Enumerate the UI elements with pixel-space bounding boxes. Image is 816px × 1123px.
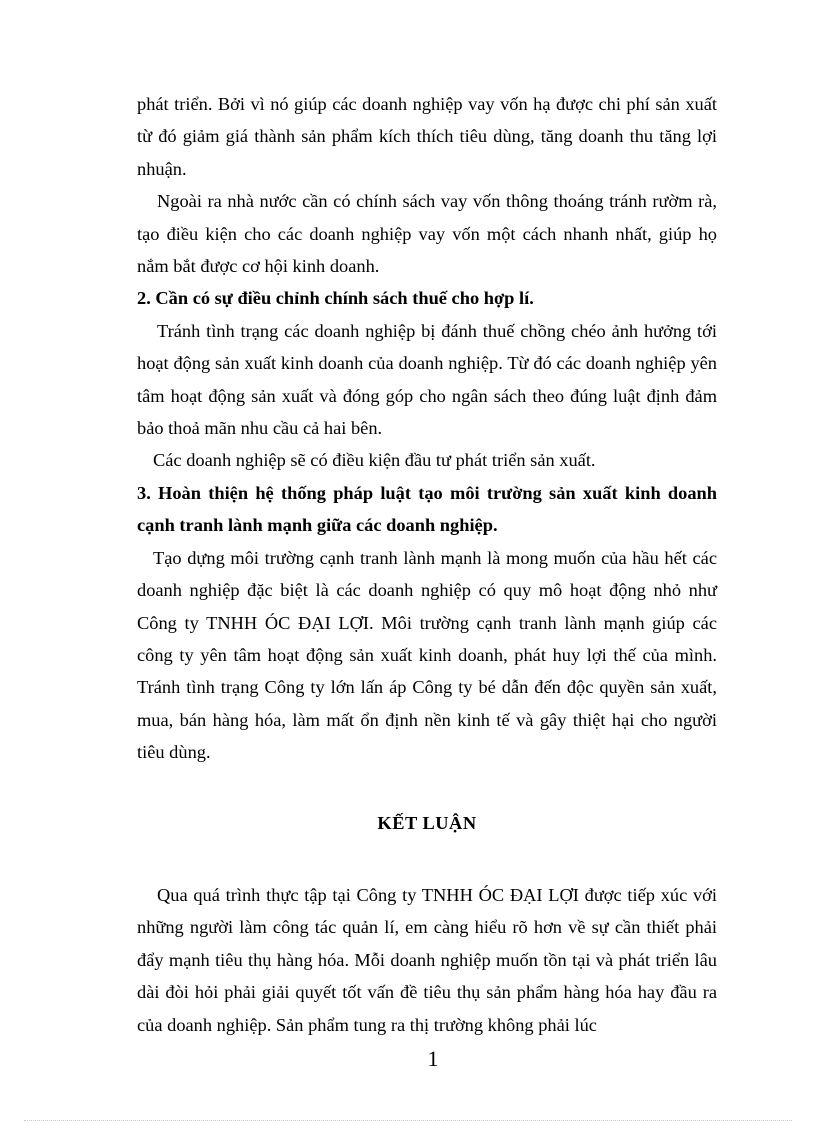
- paragraph-competition: Tạo dựng môi trường cạnh tranh lành mạnh là mong muốn của hầu hết các doanh nghiệp đặc biệt là các doanh nghiệp có quy mô hoạt động nhỏ như Công ty TNHH ÓC ĐẠI LỢI. Môi trường cạnh tranh lành mạnh giúp các công ty yên tâm hoạt động sản xuất kinh doanh, phát huy lợi thế của mình. Tránh tình trạng Công ty lớn lấn áp Công ty bé dẫn đến độc quyền sản xuất, mua, bán hàng hóa, làm mất ổn định nền kinh tế và gây thiệt hại cho người tiêu dùng.: [137, 547, 717, 763]
- page-bottom-divider: [24, 1120, 792, 1121]
- heading-section-2: 2. Cần có sự điều chỉnh chính sách thuế cho hợp lí.: [137, 288, 534, 309]
- body-text: [137, 88, 717, 1041]
- paragraph-continuation: phát triển. Bởi vì nó giúp các doanh nghiệp vay vốn hạ được chi phí sản xuất từ đó giảm giá thành sản phẩm kích thích tiêu dùng, tăng doanh thu tăng lợi nhuận.: [137, 94, 717, 179]
- paragraph-loan-policy: Ngoài ra nhà nước cần có chính sách vay vốn thông thoáng tránh rườm rà, tạo điều kiện cho các doanh nghiệp vay vốn một cách nhanh nhất, giúp họ nắm bắt được cơ hội kinh doanh.: [137, 191, 717, 277]
- paragraph-investment: Các doanh nghiệp sẽ có điều kiện đầu tư phát triển sản xuất.: [153, 450, 596, 471]
- heading-section-3: 3. Hoàn thiện hệ thống pháp luật tạo môi trường sản xuất kinh doanh cạnh tranh lành mạnh giữa các doanh nghiệp.: [137, 482, 717, 536]
- conclusion-title: KẾT LUẬN: [377, 812, 477, 833]
- page-number: 1: [427, 1046, 439, 1071]
- paragraph-tax-overlap: Tránh tình trạng các doanh nghiệp bị đánh thuế chồng chéo ảnh hưởng tới hoạt động sản xuất kinh doanh của doanh nghiệp. Từ đó các doanh nghiệp yên tâm hoạt động sản xuất và đóng góp cho ngân sách theo đúng luật định đảm bảo thoả mãn nhu cầu cả hai bên.: [137, 320, 717, 439]
- paragraph-conclusion: Qua quá trình thực tập tại Công ty TNHH ÓC ĐẠI LỢI được tiếp xúc với những người làm công tác quản lí, em càng hiểu rõ hơn về sự cần thiết phải đẩy mạnh tiêu thụ hàng hóa. Mỗi doanh nghiệp muốn tồn tại và phát triển lâu dài đòi hỏi phải giải quyết tốt vấn đề tiêu thụ sản phẩm hàng hóa hay đầu ra của doanh nghiệp. Sản phẩm tung ra thị trường không phải lúc: [137, 884, 717, 1035]
